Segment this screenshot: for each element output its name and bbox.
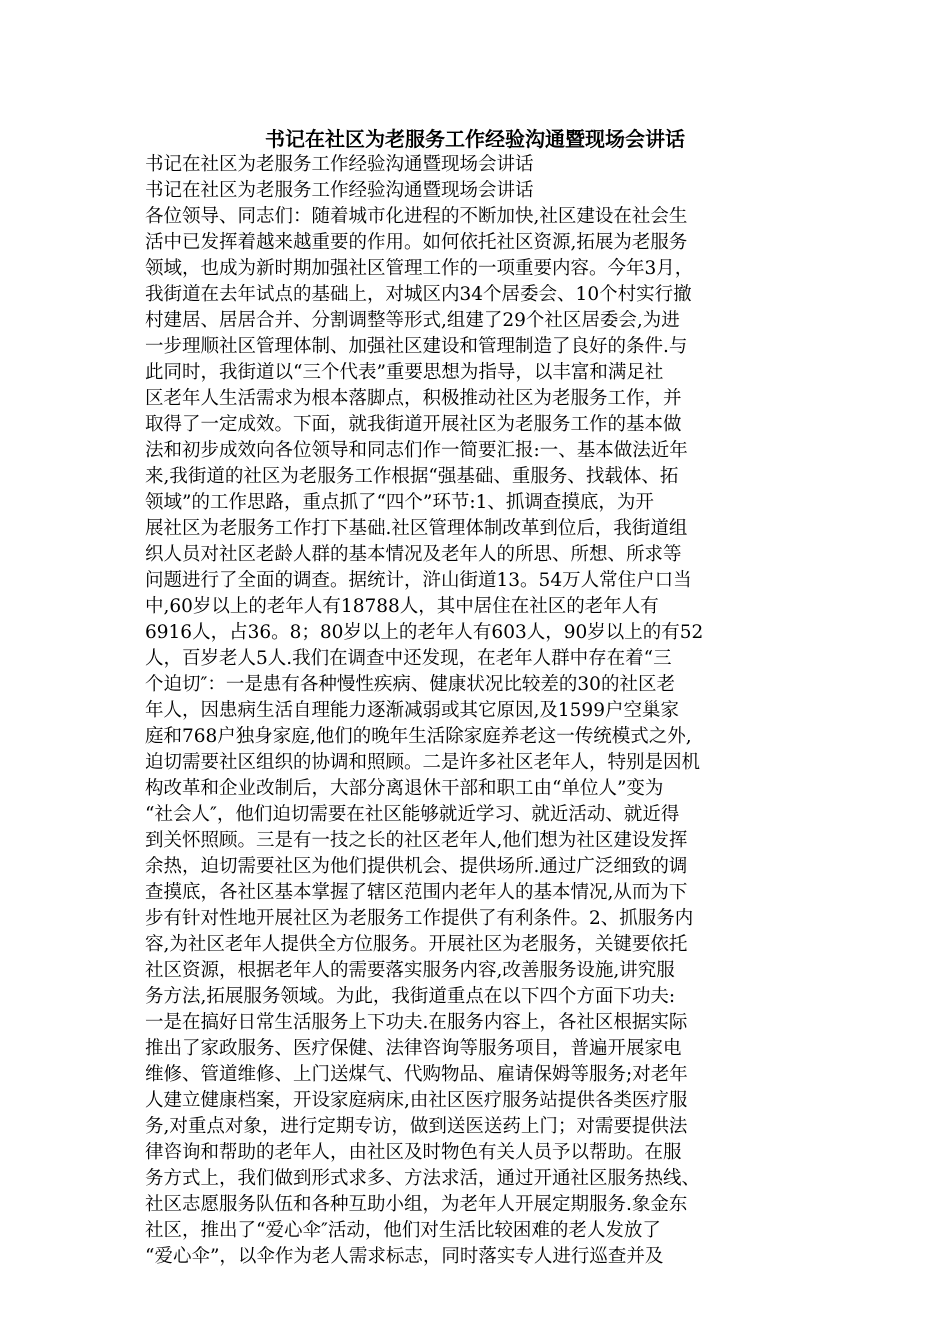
text-line: 取得了一定成效。下面，就我街道开展社区为老服务工作的基本做 xyxy=(145,414,682,435)
text-line: 一步理顺社区管理体制、加强社区建设和管理制造了良好的条件.与 xyxy=(145,336,688,357)
text-line: 人，百岁老人5人.我们在调查中还发现，在老年人群中存在着“三 xyxy=(145,648,672,669)
text-line: 构改革和企业改制后，大部分离退休干部和职工由“单位人”变为 xyxy=(145,778,664,799)
text-line: 推出了家政服务、医疗保健、法律咨询等服务项目，普遍开展家电 xyxy=(145,1038,682,1059)
text-line: 领域”的工作思路，重点抓了“四个”环节:1、抓调查摸底，为开 xyxy=(145,492,654,513)
document-title: 书记在社区为老服务工作经验沟通暨现场会讲话 xyxy=(265,127,685,151)
text-line: 我街道在去年试点的基础上，对城区内34个居委会、10个村实行撤 xyxy=(145,284,692,305)
text-line: 庭和768户独身家庭,他们的晚年生活除家庭养老这一传统模式之外, xyxy=(145,726,692,747)
text-line: 步有针对性地开展社区为老服务工作提供了有利条件。2、抓服务内 xyxy=(145,908,694,929)
text-line: 务方式上，我们做到形式求多、方法求活，通过开通社区服务热线、 xyxy=(145,1168,701,1189)
text-line: 容,为社区老年人提供全方位服务。开展社区为老服务，关键要依托 xyxy=(145,934,688,955)
text-line: 展社区为老服务工作打下基础.社区管理体制改革到位后，我街道组 xyxy=(145,518,688,539)
text-line: 人建立健康档案，开设家庭病床,由社区医疗服务站提供各类医疗服 xyxy=(145,1090,688,1111)
text-line: 务,对重点对象，进行定期专访，做到送医送药上门；对需要提供法 xyxy=(145,1116,688,1137)
text-line: 此同时，我街道以“三个代表”重要思想为指导，以丰富和满足社 xyxy=(145,362,664,383)
text-line: 问题进行了全面的调查。据统计，浒山街道13。54万人常住户口当 xyxy=(145,570,692,591)
text-line: 书记在社区为老服务工作经验沟通暨现场会讲话 xyxy=(145,154,534,175)
text-line: 查摸底，各社区基本掌握了辖区范围内老年人的基本情况,从而为下 xyxy=(145,882,688,903)
text-line: 社区，推出了“爱心伞″活动，他们对生活比较困难的老人发放了 xyxy=(145,1220,661,1241)
text-line: 活中已发挥着越来越重要的作用。如何依托社区资源,拓展为老服务 xyxy=(145,232,688,253)
text-line: 各位领导、同志们：随着城市化进程的不断加快,社区建设在社会生 xyxy=(145,206,688,227)
text-line: 迫切需要社区组织的协调和照顾。二是许多社区老年人，特别是因机 xyxy=(145,752,701,773)
text-line: 年人，因患病生活自理能力逐渐减弱或其它原因,及1599户空巢家 xyxy=(145,700,679,721)
document-body xyxy=(145,152,805,1270)
text-line: 律咨询和帮助的老年人，由社区及时物色有关人员予以帮助。在服 xyxy=(145,1142,682,1163)
text-line: “社会人″，他们迫切需要在社区能够就近学习、就近活动、就近得 xyxy=(145,804,680,825)
text-line: 个迫切″：一是患有各种慢性疾病、健康状况比较差的30的社区老 xyxy=(145,674,675,695)
text-line: 社区资源，根据老年人的需要落实服务内容,改善服务设施,讲究服 xyxy=(145,960,675,981)
text-line: 来,我街道的社区为老服务工作根据“强基础、重服务、找载体、拓 xyxy=(145,466,679,487)
text-line: 法和初步成效向各位领导和同志们作一简要汇报:一、基本做法近年 xyxy=(145,440,688,461)
text-line: 一是在搞好日常生活服务上下功夫.在服务内容上，各社区根据实际 xyxy=(145,1012,688,1033)
text-line: 余热，迫切需要社区为他们提供机会、提供场所.通过广泛细致的调 xyxy=(145,856,688,877)
text-line: 务方法,拓展服务领域。为此，我街道重点在以下四个方面下功夫: xyxy=(145,986,676,1007)
text-line: 中,60岁以上的老年人有18788人，其中居住在社区的老年人有 xyxy=(145,596,659,617)
text-line: 6916人，占36。8；80岁以上的老年人有603人，90岁以上的有52 xyxy=(145,622,704,643)
text-line: 织人员对社区老龄人群的基本情况及老年人的所思、所想、所求等 xyxy=(145,544,682,565)
text-line: 村建居、居居合并、分割调整等形式,组建了29个社区居委会,为进 xyxy=(145,310,680,331)
text-line: 领域，也成为新时期加强社区管理工作的一项重要内容。今年3月， xyxy=(145,258,694,279)
text-line: 书记在社区为老服务工作经验沟通暨现场会讲话 xyxy=(145,180,534,201)
text-line: 社区志愿服务队伍和各种互助小组，为老年人开展定期服务.象金东 xyxy=(145,1194,688,1215)
text-line: 到关怀照顾。三是有一技之长的社区老年人,他们想为社区建设发挥 xyxy=(145,830,688,851)
text-line: 区老年人生活需求为根本落脚点，积极推动社区为老服务工作，并 xyxy=(145,388,682,409)
text-line: 维修、管道维修、上门送煤气、代购物品、雇请保姆等服务;对老年 xyxy=(145,1064,688,1085)
text-line: “爱心伞”，以伞作为老人需求标志，同时落实专人进行巡查并及 xyxy=(145,1246,664,1267)
